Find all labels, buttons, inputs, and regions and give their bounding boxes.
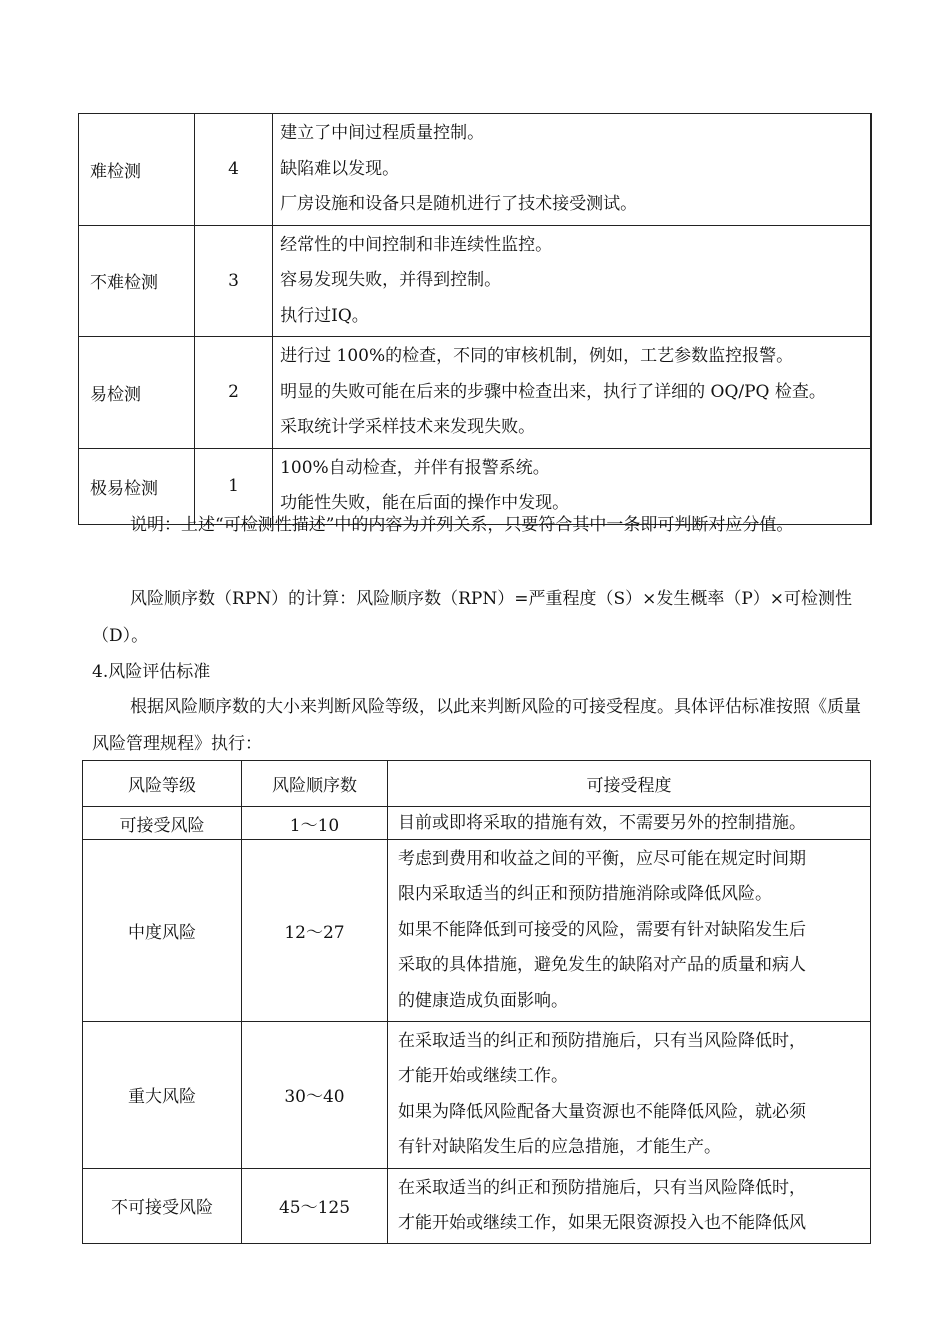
section-intro-paragraph: 根据风险顺序数的大小来判断风险等级，以此来判断风险的可接受程度。具体评估标准按照《质量风险管理规程》执行： — [92, 697, 861, 754]
description-line: 执行过IQ。 — [280, 305, 369, 326]
detect-score: 3 — [195, 225, 273, 337]
description-line: 容易发现失败，并得到控制。 — [280, 270, 502, 290]
table-header-row — [83, 761, 871, 807]
description-line: 才能开始或继续工作，如果无限资源投入也不能降低风 — [398, 1212, 806, 1233]
description-line: 建立了中间过程质量控制。 — [280, 123, 485, 143]
risk-level: 中度风险 — [83, 840, 242, 1022]
table-row — [79, 225, 872, 337]
description-line: 考虑到费用和收益之间的平衡，应尽可能在规定时间期 — [398, 849, 806, 869]
description-line: 如果为降低风险配备大量资源也不能降低风险，就必须 — [398, 1101, 806, 1122]
rpn-range: 30～40 — [242, 1021, 388, 1168]
description-line: 采取的具体措施，避免发生的缺陷对产品的质量和病人 — [398, 955, 806, 976]
risk-level: 不可接受风险 — [83, 1168, 242, 1244]
detect-level: 极易检测 — [79, 448, 195, 524]
rpn-range: 1～10 — [242, 807, 388, 840]
description-line: 明显的失败可能在后来的步骤中检查出来，执行了详细的 OQ/PQ 检查。 — [280, 381, 826, 402]
description-line: 功能性失败，能在后面的操作中发现。 — [280, 493, 570, 513]
description-line: 如果不能降低到可接受的风险，需要有针对缺陷发生后 — [398, 919, 806, 940]
table-row — [83, 1021, 871, 1168]
detect-score: 2 — [195, 337, 273, 449]
acceptability-description — [388, 1021, 871, 1168]
note-paragraph: 说明：上述“可检测性描述”中的内容为并列关系，只要符合其中一条即可判断对应分值。 — [130, 515, 794, 535]
description-line: 100%自动检查，并伴有报警系统。 — [280, 457, 550, 478]
description-line: 采取统计学采样技术来发现失败。 — [280, 417, 536, 437]
detect-score: 1 — [195, 448, 273, 524]
description-line: 有针对缺陷发生后的应急措施，才能生产。 — [398, 1137, 721, 1158]
description-line: 限内采取适当的纠正和预防措施消除或降低风险。 — [398, 884, 772, 905]
risk-level: 重大风险 — [83, 1021, 242, 1168]
description-line: 缺陷难以发现。 — [280, 158, 400, 179]
detect-level: 不难检测 — [79, 225, 195, 337]
risk-evaluation-table — [82, 760, 871, 1244]
table-row — [83, 840, 871, 1022]
detect-description — [273, 225, 871, 337]
detect-score: 4 — [195, 114, 273, 226]
acceptability-description — [388, 1168, 871, 1244]
section-title: 4.风险评估标准 — [92, 662, 211, 682]
description-line: 才能开始或继续工作。 — [398, 1066, 568, 1087]
description-line: 在采取适当的纠正和预防措施后，只有当风险降低时， — [398, 1177, 806, 1198]
table-row — [83, 807, 871, 840]
description-line: 进行过 100%的检查，不同的审核机制，例如，工艺参数监控报警。 — [280, 346, 794, 366]
acceptability-description — [388, 807, 871, 840]
header-risk-level: 风险等级 — [83, 761, 242, 807]
header-acceptability: 可接受程度 — [388, 761, 871, 807]
rpn-range: 12～27 — [242, 840, 388, 1022]
table-row — [79, 114, 872, 226]
description-line: 厂房设施和设备只是随机进行了技术接受测试。 — [280, 194, 638, 214]
table-row — [83, 1168, 871, 1244]
rpn-formula-paragraph: 风险顺序数（RPN）的计算：风险顺序数（RPN）=严重程度（S）×发生概率（P）×可检测性（D）。 — [92, 589, 853, 646]
description-line: 在采取适当的纠正和预防措施后，只有当风险降低时， — [398, 1030, 806, 1051]
detect-description — [273, 337, 871, 449]
description-line: 目前或即将采取的措施有效，不需要另外的控制措施。 — [398, 813, 806, 833]
rpn-range: 45～125 — [242, 1168, 388, 1244]
table-row — [79, 337, 872, 449]
description-line: 的健康造成负面影响。 — [398, 990, 568, 1011]
detect-description — [273, 114, 871, 226]
detect-level: 难检测 — [79, 114, 195, 226]
detect-level: 易检测 — [79, 337, 195, 449]
risk-level: 可接受风险 — [83, 807, 242, 840]
acceptability-description — [388, 840, 871, 1022]
header-rpn: 风险顺序数 — [242, 761, 388, 807]
detectability-table — [78, 113, 872, 525]
description-line: 经常性的中间控制和非连续性监控。 — [280, 234, 553, 255]
